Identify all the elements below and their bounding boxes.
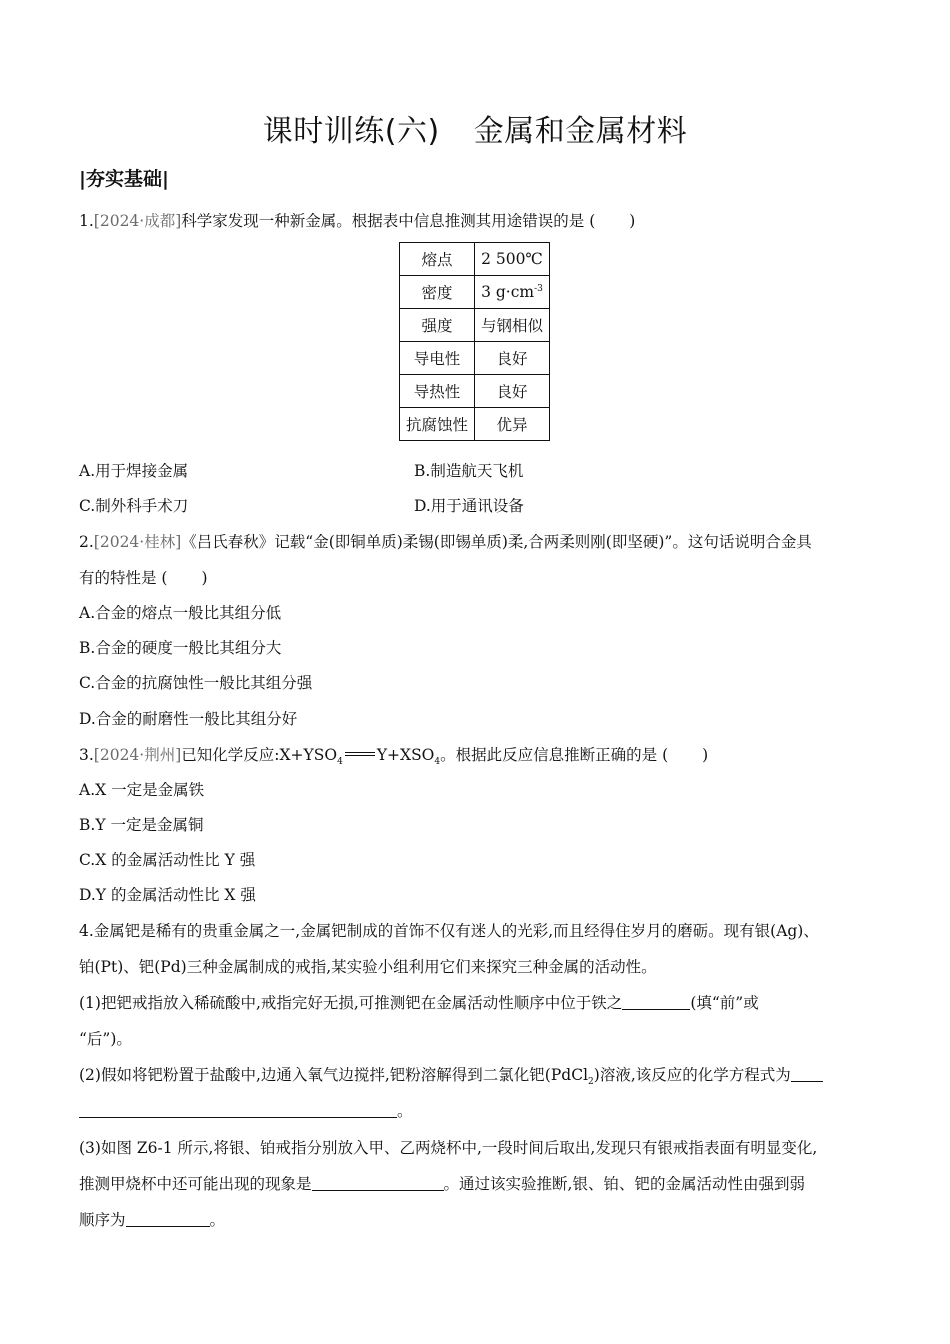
q3-number: 3. bbox=[79, 746, 94, 764]
table-row bbox=[400, 375, 550, 408]
table-cell: 强度 bbox=[400, 309, 475, 342]
question-2 bbox=[79, 531, 812, 553]
table-cell: 抗腐蚀性 bbox=[400, 408, 475, 441]
q2-text: 《吕氏春秋》记载“金(即铜单质)柔锡(即锡单质)柔,合两柔则刚(即坚硬)”。这句话说明合金具 bbox=[181, 533, 812, 551]
question-3 bbox=[79, 744, 708, 773]
q3-option-b[interactable]: B.Y 一定是金属铜 bbox=[79, 816, 204, 834]
title-part2: 金属和金属材料 bbox=[473, 114, 688, 149]
table-cell: 良好 bbox=[475, 375, 550, 408]
q3-option-a[interactable]: A.X 一定是金属铁 bbox=[79, 781, 205, 799]
q4-part-1-cont: “后”)。 bbox=[79, 1030, 132, 1048]
table-row bbox=[400, 342, 550, 375]
q3-close-paren: ) bbox=[702, 746, 709, 764]
q1-option-a[interactable]: A.用于焊接金属 bbox=[79, 462, 189, 480]
q4-p2-end: 。 bbox=[397, 1102, 413, 1120]
q3-subscript: 4 bbox=[337, 757, 343, 768]
q1-option-c[interactable]: C.制外科手术刀 bbox=[79, 497, 189, 515]
q4-intro-line-2: 铂(Pt)、钯(Pd)三种金属制成的戒指,某实验小组利用它们来探究三种金属的活动性。 bbox=[79, 958, 657, 976]
table-cell: 2 500℃ bbox=[475, 243, 550, 276]
q1-option-b[interactable]: B.制造航天飞机 bbox=[414, 462, 524, 480]
question-2-cont bbox=[79, 567, 208, 589]
q3-option-c[interactable]: C.X 的金属活动性比 Y 强 bbox=[79, 851, 256, 869]
q2-option-b[interactable]: B.合金的硬度一般比其组分大 bbox=[79, 639, 282, 657]
table-cell bbox=[475, 276, 550, 309]
table-row bbox=[400, 276, 550, 309]
answer-blank[interactable] bbox=[622, 993, 690, 1010]
density-exponent: -3 bbox=[534, 283, 543, 294]
q1-text: 科学家发现一种新金属。根据表中信息推测其用途错误的是 ( bbox=[181, 212, 596, 230]
q4-part-2-cont bbox=[79, 1100, 413, 1122]
q1-close-paren: ) bbox=[629, 212, 636, 230]
equals-arrow-icon bbox=[343, 750, 377, 760]
q1-option-d[interactable]: D.用于通讯设备 bbox=[414, 497, 524, 515]
section-heading: |夯实基础| bbox=[79, 168, 169, 190]
answer-blank[interactable] bbox=[79, 1101, 397, 1118]
table-cell: 密度 bbox=[400, 276, 475, 309]
q3-subscript: 4 bbox=[434, 757, 441, 768]
q4-p3-text-2: 。通过该实验推断,银、铂、钯的金属活动性由强到弱 bbox=[443, 1175, 805, 1193]
q2-option-d[interactable]: D.合金的耐磨性一般比其组分好 bbox=[79, 710, 298, 728]
answer-blank[interactable] bbox=[126, 1210, 210, 1227]
answer-blank[interactable] bbox=[791, 1065, 823, 1082]
q4-p1-text-2: (填“前”或 bbox=[690, 994, 759, 1012]
table-row bbox=[400, 408, 550, 441]
q1-number: 1. bbox=[79, 212, 94, 230]
q4-part-3: (3)如图 Z6-1 所示,将银、铂戒指分别放入甲、乙两烧杯中,一段时间后取出,发现只有银戒指表面有明显变化, bbox=[79, 1139, 818, 1157]
q3-equation-left: 已知化学反应:X+YSO bbox=[181, 746, 338, 764]
q4-p2-text: (2)假如将钯粉置于盐酸中,边通入氧气边搅拌,钯粉溶解得到二氯化钯(PdCl bbox=[79, 1066, 589, 1084]
q4-p2-subscript: 2 bbox=[588, 1077, 594, 1088]
q2-option-c[interactable]: C.合金的抗腐蚀性一般比其组分强 bbox=[79, 674, 313, 692]
q4-part-3-cont-2 bbox=[79, 1209, 225, 1231]
q4-p3-text-3: 顺序为 bbox=[79, 1211, 126, 1229]
q4-part-3-cont bbox=[79, 1173, 805, 1195]
answer-blank[interactable] bbox=[312, 1174, 444, 1191]
table-cell: 与钢相似 bbox=[475, 309, 550, 342]
table-cell: 良好 bbox=[475, 342, 550, 375]
q4-p3-text: 推测甲烧杯中还可能出现的现象是 bbox=[79, 1175, 312, 1193]
table-cell: 导电性 bbox=[400, 342, 475, 375]
page-title bbox=[0, 106, 950, 150]
table-cell: 导热性 bbox=[400, 375, 475, 408]
q2-text-2: 有的特性是 ( bbox=[79, 569, 168, 587]
table-row bbox=[400, 243, 550, 276]
table-cell: 熔点 bbox=[400, 243, 475, 276]
title-part1: 课时训练(六) bbox=[262, 114, 440, 149]
table-row bbox=[400, 309, 550, 342]
table-cell: 优异 bbox=[475, 408, 550, 441]
q4-part-1 bbox=[79, 992, 759, 1014]
question-1 bbox=[79, 210, 635, 232]
q4-part-2 bbox=[79, 1064, 823, 1093]
q3-option-d[interactable]: D.Y 的金属活动性比 X 强 bbox=[79, 886, 256, 904]
density-value: 3 g·cm bbox=[481, 283, 535, 301]
q3-equation-right: Y+XSO bbox=[376, 746, 435, 764]
q2-option-a[interactable]: A.合金的熔点一般比其组分低 bbox=[79, 604, 282, 622]
q2-source: [2024·桂林] bbox=[93, 533, 182, 551]
q4-intro-line-1: 4.金属钯是稀有的贵重金属之一,金属钯制成的首饰不仅有迷人的光彩,而且经得住岁月的磨砺。现有银(Ag)、 bbox=[79, 922, 819, 940]
metal-properties-table bbox=[399, 242, 550, 441]
q1-source: [2024·成都] bbox=[93, 212, 182, 230]
q4-p1-text: (1)把钯戒指放入稀硫酸中,戒指完好无损,可推测钯在金属活动性顺序中位于铁之 bbox=[79, 994, 623, 1012]
q2-number: 2. bbox=[79, 533, 94, 551]
q4-p3-end: 。 bbox=[209, 1211, 226, 1229]
q2-close-paren: ) bbox=[201, 569, 208, 587]
q3-text: 。根据此反应信息推断正确的是 ( bbox=[440, 746, 669, 764]
q3-source: [2024·荆州] bbox=[93, 746, 182, 764]
q4-p2-text-2: )溶液,该反应的化学方程式为 bbox=[593, 1066, 791, 1084]
